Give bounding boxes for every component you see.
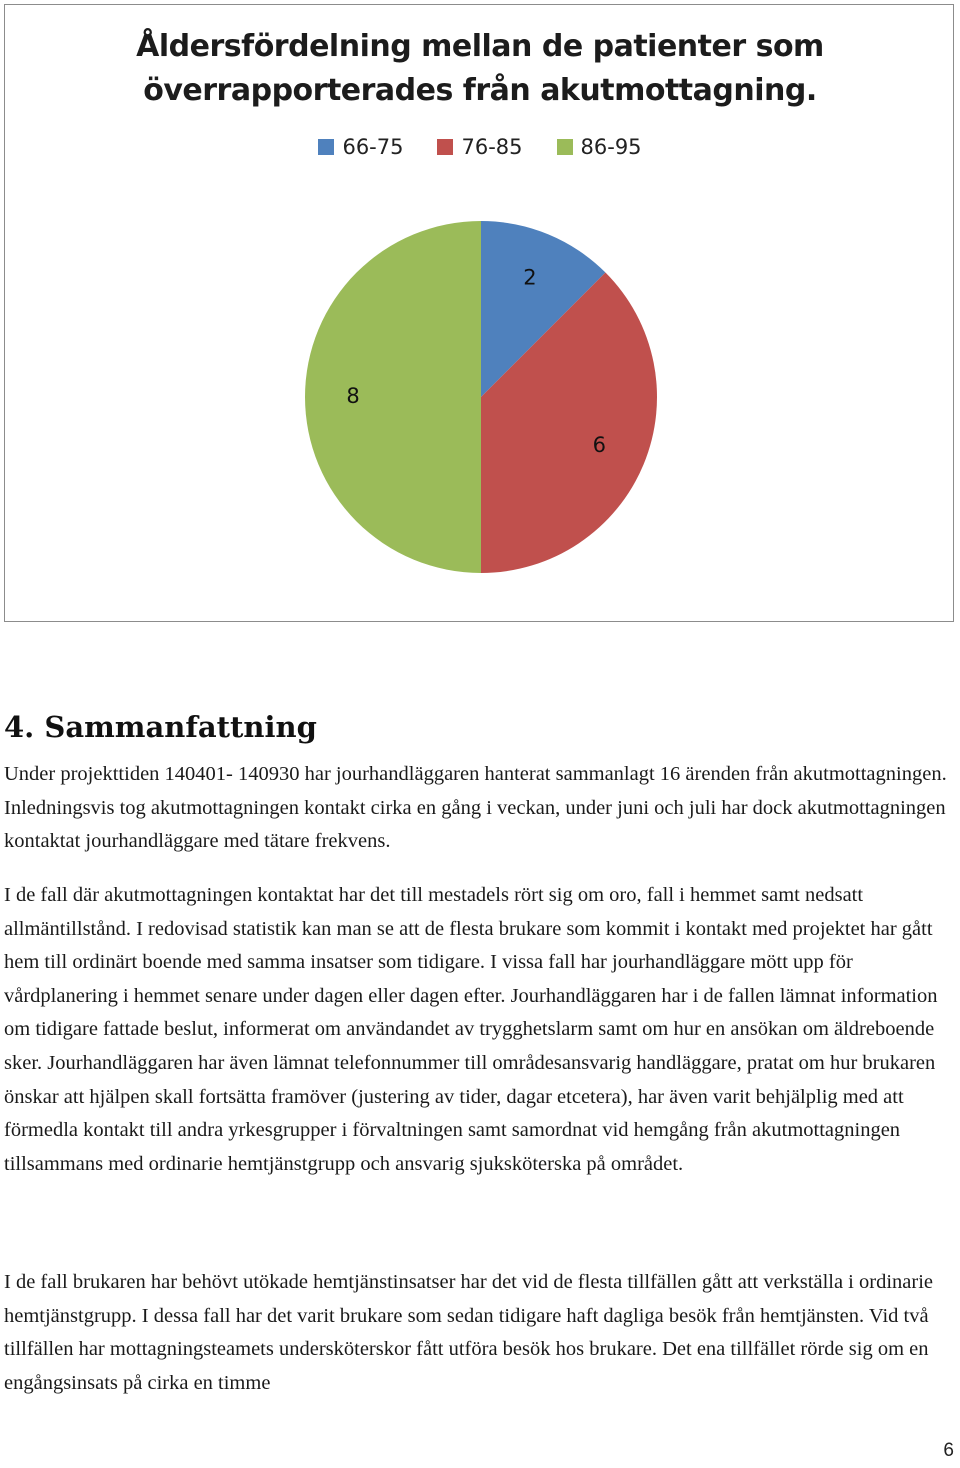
paragraph-2: I de fall där akutmottagningen kontaktat har det till mestadels rört sig om oro, fall i hemmet samt nedsatt allmäntillstånd. I redovisad statistik kan man se att de flesta brukare som kommit i kontakt med projektet har gått hem till ordinärt boende med samma insatser som tidigare. I vissa fall har jourhandläggare mött upp för vårdplanering i hemmet senare under dagen eller dagen efter. Jourhandläggaren har i de fallen lämnat information om tidigare fattade beslut, informerat om användandet av trygghetslarm samt om hur en ansökan om äldreboende sker. Jourhandläggaren har även lämnat telefonnummer till områdesansvarig handläggare, pratat om hur brukaren önskar att hjälpen skall fortsätta framöver (justering av tider, dagar etcetera), har även varit behjälplig med att förmedla kontakt till andra yrkesgrupper i förvaltningen samt samordnat vid hemgång från akutmottagningen tillsammans med ordinarie hemtjänstgrupp och ansvarig sjuksköterska på området. <box>4 884 938 1175</box>
chart-title-line-2: överrapporterades från akutmottagning. <box>143 73 817 108</box>
legend-label: 86-95 <box>580 135 642 159</box>
chart-title-line-1: Åldersfördelning mellan de patienter som <box>136 29 824 64</box>
page-number: 6 <box>943 1440 954 1461</box>
data-label-76-85: 6 <box>592 432 606 457</box>
legend-label: 66-75 <box>342 135 404 159</box>
paragraph-1: Under projekttiden 140401- 140930 har jourhandläggaren hanterat sammanlagt 16 ärenden från akutmottagningen. Inledningsvis tog akutmottagningen kontakt cirka en gång i veckan, under juni och juli har dock akutmottagningen kontaktat jourhandläggare med tätare frekvens. <box>4 763 947 853</box>
paragraph-3: I de fall brukaren har behövt utökade hemtjänstinsatser har det vid de flesta tillfällen gått att verkställa i ordinarie hemtjänstgrupp. I dessa fall har det varit brukare som sedan tidigare haft dagliga besök från hemtjänsten. Vid två tillfällen har mottagningsteamets undersköterskor fått utföra besök hos brukare. Det ena tillfället rörde sig om en engångsinsats på cirka en timme <box>4 1271 933 1394</box>
pie-plot-area <box>5 5 955 623</box>
section-heading: 4. Sammanfattning <box>4 710 317 744</box>
pie-chart <box>4 4 954 622</box>
legend-label: 76-85 <box>461 135 523 159</box>
data-label-66-75: 2 <box>523 265 537 290</box>
pie-slice-86-95 <box>305 221 481 573</box>
data-label-86-95: 8 <box>346 384 360 408</box>
